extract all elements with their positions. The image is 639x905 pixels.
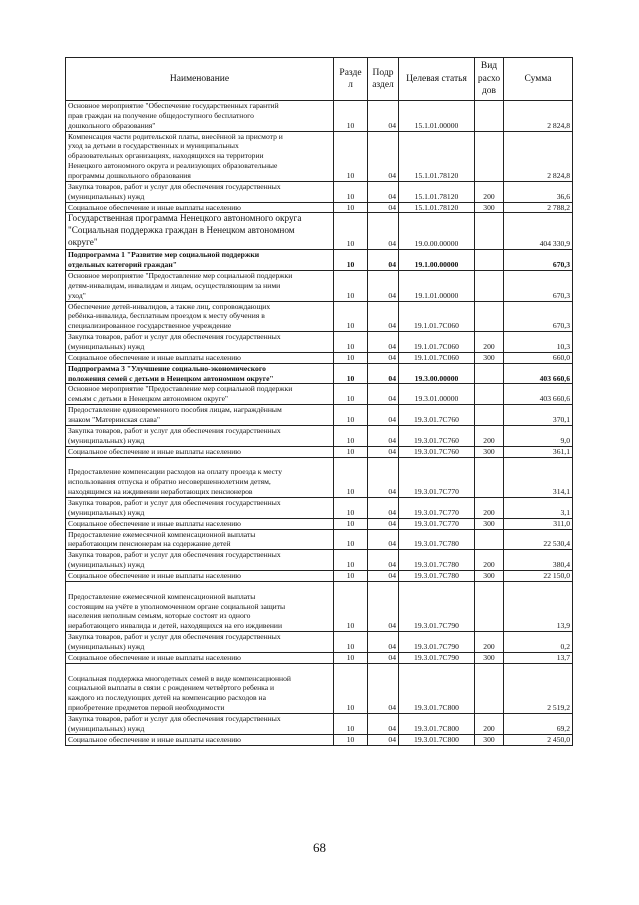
- header-name: Наименование: [66, 58, 334, 101]
- cell-expense-type: [475, 250, 504, 271]
- cell-target: 19.3.01.7C780: [399, 550, 475, 571]
- cell-section: 10: [334, 457, 368, 497]
- cell-expense-type: [475, 131, 504, 181]
- cell-expense-type: 300: [475, 352, 504, 363]
- cell-amount: 13,7: [504, 652, 573, 663]
- cell-subsection: 04: [368, 425, 399, 446]
- cell-amount: 2 450,0: [504, 734, 573, 745]
- cell-subsection: 04: [368, 734, 399, 745]
- cell-amount: 404 330,9: [504, 213, 573, 250]
- cell-subsection: 04: [368, 550, 399, 571]
- cell-name: Социальное обеспечение и иные выплаты населению: [66, 446, 334, 457]
- cell-target: 19.3.01.7C770: [399, 497, 475, 518]
- cell-subsection: 04: [368, 181, 399, 202]
- page-number: 68: [313, 840, 326, 855]
- cell-name: Подпрограмма 1 "Развитие мер социальной поддержки отдельных категорий граждан": [66, 250, 334, 271]
- cell-target: 19.3.01.7C780: [399, 570, 475, 581]
- cell-amount: 69,2: [504, 713, 573, 734]
- cell-name: Социальное обеспечение и иные выплаты населению: [66, 202, 334, 213]
- cell-name: Основное мероприятие "Обеспечение государственных гарантий прав граждан на получение общедоступного бесплатного дошкольного образования": [66, 101, 334, 132]
- table-row: [66, 652, 573, 663]
- cell-subsection: 04: [368, 446, 399, 457]
- budget-table: [65, 57, 573, 746]
- cell-expense-type: [475, 271, 504, 302]
- cell-subsection: 04: [368, 632, 399, 653]
- table-row: [66, 446, 573, 457]
- cell-target: 19.1.00.00000: [399, 250, 475, 271]
- cell-target: 19.3.01.7C760: [399, 425, 475, 446]
- cell-amount: 670,3: [504, 250, 573, 271]
- cell-section: 10: [334, 632, 368, 653]
- cell-target: 19.3.01.7C790: [399, 581, 475, 631]
- cell-subsection: 04: [368, 529, 399, 550]
- cell-subsection: 04: [368, 497, 399, 518]
- cell-amount: 9,0: [504, 425, 573, 446]
- cell-amount: 311,0: [504, 518, 573, 529]
- cell-section: 10: [334, 101, 368, 132]
- cell-name: Компенсация части родительской платы, внесённой за присмотр и уход за детьми в государственных и муниципальных образовательных организациях, находящихся на территории Ненецкого автономного округа и реализующих образовательные программы дошкольного образования: [66, 131, 334, 181]
- table-row: [66, 570, 573, 581]
- cell-section: 10: [334, 405, 368, 426]
- cell-section: 10: [334, 271, 368, 302]
- cell-amount: 670,3: [504, 301, 573, 332]
- cell-amount: 2 824,8: [504, 131, 573, 181]
- cell-expense-type: 200: [475, 550, 504, 571]
- cell-amount: 0,2: [504, 632, 573, 653]
- cell-section: 10: [334, 213, 368, 250]
- cell-target: 19.3.01.7C800: [399, 663, 475, 713]
- cell-name: Закупка товаров, работ и услуг для обеспечения государственных (муниципальных) нужд: [66, 425, 334, 446]
- cell-expense-type: 300: [475, 446, 504, 457]
- cell-name: Основное мероприятие "Предоставление мер социальной поддержки детям-инвалидам, инвалидам и лицам, осуществляющим за ними уход": [66, 271, 334, 302]
- cell-amount: 2 788,2: [504, 202, 573, 213]
- table-row: [66, 202, 573, 213]
- cell-expense-type: 200: [475, 425, 504, 446]
- cell-section: 10: [334, 497, 368, 518]
- header-subsection: Подр аздел: [368, 58, 399, 101]
- table-row: [66, 250, 573, 271]
- cell-subsection: 04: [368, 518, 399, 529]
- cell-subsection: 04: [368, 301, 399, 332]
- table-row: [66, 518, 573, 529]
- table-row: [66, 301, 573, 332]
- cell-expense-type: [475, 384, 504, 405]
- table-row: [66, 497, 573, 518]
- cell-section: 10: [334, 550, 368, 571]
- cell-subsection: 04: [368, 332, 399, 353]
- cell-expense-type: 200: [475, 181, 504, 202]
- cell-target: 19.1.01.7C060: [399, 332, 475, 353]
- cell-expense-type: 300: [475, 570, 504, 581]
- header-expense-type: Вид расхо дов: [475, 58, 504, 101]
- cell-amount: 660,0: [504, 352, 573, 363]
- cell-amount: 314,1: [504, 457, 573, 497]
- cell-subsection: 04: [368, 570, 399, 581]
- table-body: [66, 101, 573, 746]
- cell-section: 10: [334, 332, 368, 353]
- cell-expense-type: 300: [475, 652, 504, 663]
- cell-amount: 670,3: [504, 271, 573, 302]
- cell-section: 10: [334, 663, 368, 713]
- table-row: [66, 457, 573, 497]
- cell-target: 15.1.01.00000: [399, 101, 475, 132]
- table-row: [66, 529, 573, 550]
- table-row: [66, 713, 573, 734]
- cell-section: 10: [334, 570, 368, 581]
- cell-expense-type: [475, 363, 504, 384]
- cell-amount: 361,1: [504, 446, 573, 457]
- cell-subsection: 04: [368, 101, 399, 132]
- cell-section: 10: [334, 301, 368, 332]
- cell-amount: 2 824,8: [504, 101, 573, 132]
- cell-expense-type: 300: [475, 518, 504, 529]
- cell-target: 19.3.01.7C790: [399, 632, 475, 653]
- cell-subsection: 04: [368, 213, 399, 250]
- cell-name: Закупка товаров, работ и услуг для обеспечения государственных (муниципальных) нужд: [66, 332, 334, 353]
- cell-target: 19.0.00.00000: [399, 213, 475, 250]
- header-amount: Сумма: [504, 58, 573, 101]
- cell-section: 10: [334, 652, 368, 663]
- cell-name: Предоставление компенсации расходов на оплату проезда к месту использования отпуска и обратно несовершеннолетним детям, находящимся на иждивении неработающих пенсионеров: [66, 457, 334, 497]
- cell-section: 10: [334, 734, 368, 745]
- table-row: [66, 384, 573, 405]
- cell-amount: 403 660,6: [504, 363, 573, 384]
- cell-section: 10: [334, 581, 368, 631]
- cell-name: Закупка товаров, работ и услуг для обеспечения государственных (муниципальных) нужд: [66, 497, 334, 518]
- cell-target: 19.3.01.7C770: [399, 518, 475, 529]
- cell-name: Социальная поддержка многодетных семей в виде компенсационной социальной выплаты в связи с рождением четвёртого ребенка и каждого из последующих детей на компенсацию расходов на приобретение предметов первой необходимости: [66, 663, 334, 713]
- cell-name: Социальное обеспечение и иные выплаты населению: [66, 518, 334, 529]
- cell-target: 15.1.01.78120: [399, 181, 475, 202]
- cell-section: 10: [334, 425, 368, 446]
- table-row: [66, 632, 573, 653]
- table-row: [66, 425, 573, 446]
- cell-expense-type: 300: [475, 202, 504, 213]
- cell-subsection: 04: [368, 405, 399, 426]
- cell-name: Закупка товаров, работ и услуг для обеспечения государственных (муниципальных) нужд: [66, 713, 334, 734]
- table-row: [66, 213, 573, 250]
- cell-subsection: 04: [368, 131, 399, 181]
- cell-section: 10: [334, 529, 368, 550]
- cell-section: 10: [334, 181, 368, 202]
- cell-name: Закупка товаров, работ и услуг для обеспечения государственных (муниципальных) нужд: [66, 550, 334, 571]
- cell-amount: 22 530,4: [504, 529, 573, 550]
- cell-name: Предоставление единовременного пособия лицам, награждённым знаком "Материнская слава": [66, 405, 334, 426]
- cell-name: Подпрограмма 3 "Улучшение социально-экономического положения семей с детьми в Ненецком автономном округе": [66, 363, 334, 384]
- cell-name: Предоставление ежемесячной компенсационной выплаты неработающим пенсионерам на содержание детей: [66, 529, 334, 550]
- table-header-row: [66, 58, 573, 101]
- cell-target: 19.3.01.7C790: [399, 652, 475, 663]
- cell-name: Закупка товаров, работ и услуг для обеспечения государственных (муниципальных) нужд: [66, 632, 334, 653]
- table-row: [66, 131, 573, 181]
- cell-subsection: 04: [368, 713, 399, 734]
- table-row: [66, 363, 573, 384]
- cell-target: 15.1.01.78120: [399, 202, 475, 213]
- cell-target: 19.3.01.7C800: [399, 713, 475, 734]
- cell-target: 19.1.01.00000: [399, 271, 475, 302]
- cell-subsection: 04: [368, 250, 399, 271]
- cell-name: Предоставление ежемесячной компенсационной выплаты состоящим на учёте в уполномоченном органе социальной защиты населения неполным семьям, которые состоят из одного неработающего инвалида и детей, находящихся на его иждивении: [66, 581, 334, 631]
- cell-name: Закупка товаров, работ и услуг для обеспечения государственных (муниципальных) нужд: [66, 181, 334, 202]
- cell-subsection: 04: [368, 457, 399, 497]
- cell-amount: 36,6: [504, 181, 573, 202]
- cell-amount: 370,1: [504, 405, 573, 426]
- cell-section: 10: [334, 518, 368, 529]
- cell-target: 19.3.01.7C760: [399, 446, 475, 457]
- cell-section: 10: [334, 202, 368, 213]
- header-target: Целевая статья: [399, 58, 475, 101]
- cell-section: 10: [334, 131, 368, 181]
- cell-amount: 13,9: [504, 581, 573, 631]
- cell-name: Государственная программа Ненецкого автономного округа "Социальная поддержка граждан в Ненецком автономном округе": [66, 213, 334, 250]
- cell-expense-type: [475, 529, 504, 550]
- cell-subsection: 04: [368, 202, 399, 213]
- cell-expense-type: 200: [475, 332, 504, 353]
- table-row: [66, 101, 573, 132]
- table-row: [66, 352, 573, 363]
- cell-subsection: 04: [368, 581, 399, 631]
- cell-target: 19.3.01.7C780: [399, 529, 475, 550]
- cell-expense-type: 300: [475, 734, 504, 745]
- cell-target: 19.3.01.00000: [399, 384, 475, 405]
- cell-expense-type: [475, 663, 504, 713]
- cell-amount: 10,3: [504, 332, 573, 353]
- cell-expense-type: [475, 581, 504, 631]
- cell-amount: 380,4: [504, 550, 573, 571]
- cell-target: 19.3.00.00000: [399, 363, 475, 384]
- cell-amount: 22 150,0: [504, 570, 573, 581]
- cell-name: Социальное обеспечение и иные выплаты населению: [66, 352, 334, 363]
- table-row: [66, 581, 573, 631]
- table-row: [66, 734, 573, 745]
- cell-expense-type: [475, 101, 504, 132]
- cell-subsection: 04: [368, 652, 399, 663]
- cell-name: Основное мероприятие "Предоставление мер социальной поддержки семьям с детьми в Ненецком автономном округе": [66, 384, 334, 405]
- cell-target: 15.1.01.78120: [399, 131, 475, 181]
- table-row: [66, 332, 573, 353]
- cell-expense-type: [475, 213, 504, 250]
- table-row: [66, 405, 573, 426]
- cell-expense-type: [475, 457, 504, 497]
- cell-subsection: 04: [368, 271, 399, 302]
- cell-section: 10: [334, 363, 368, 384]
- cell-target: 19.3.01.7C800: [399, 734, 475, 745]
- cell-section: 10: [334, 713, 368, 734]
- cell-subsection: 04: [368, 352, 399, 363]
- cell-section: 10: [334, 384, 368, 405]
- table-row: [66, 181, 573, 202]
- cell-target: 19.3.01.7C770: [399, 457, 475, 497]
- cell-section: 10: [334, 446, 368, 457]
- cell-subsection: 04: [368, 363, 399, 384]
- cell-target: 19.1.01.7C060: [399, 301, 475, 332]
- cell-expense-type: 200: [475, 713, 504, 734]
- cell-subsection: 04: [368, 384, 399, 405]
- cell-section: 10: [334, 352, 368, 363]
- cell-name: Обеспечение детей-инвалидов, а также лиц, сопровождающих ребёнка-инвалида, бесплатным проездом к месту обучения в специализированное государственное учреждение: [66, 301, 334, 332]
- cell-section: 10: [334, 250, 368, 271]
- cell-expense-type: 200: [475, 497, 504, 518]
- cell-target: 19.3.01.7C760: [399, 405, 475, 426]
- cell-target: 19.1.01.7C060: [399, 352, 475, 363]
- cell-amount: 2 519,2: [504, 663, 573, 713]
- cell-name: Социальное обеспечение и иные выплаты населению: [66, 570, 334, 581]
- cell-expense-type: [475, 301, 504, 332]
- cell-amount: 3,1: [504, 497, 573, 518]
- table-row: [66, 663, 573, 713]
- cell-amount: 403 660,6: [504, 384, 573, 405]
- cell-subsection: 04: [368, 663, 399, 713]
- header-section: Разде л: [334, 58, 368, 101]
- cell-name: Социальное обеспечение и иные выплаты населению: [66, 652, 334, 663]
- cell-name: Социальное обеспечение и иные выплаты населению: [66, 734, 334, 745]
- cell-expense-type: [475, 405, 504, 426]
- table-row: [66, 271, 573, 302]
- cell-expense-type: 200: [475, 632, 504, 653]
- table-row: [66, 550, 573, 571]
